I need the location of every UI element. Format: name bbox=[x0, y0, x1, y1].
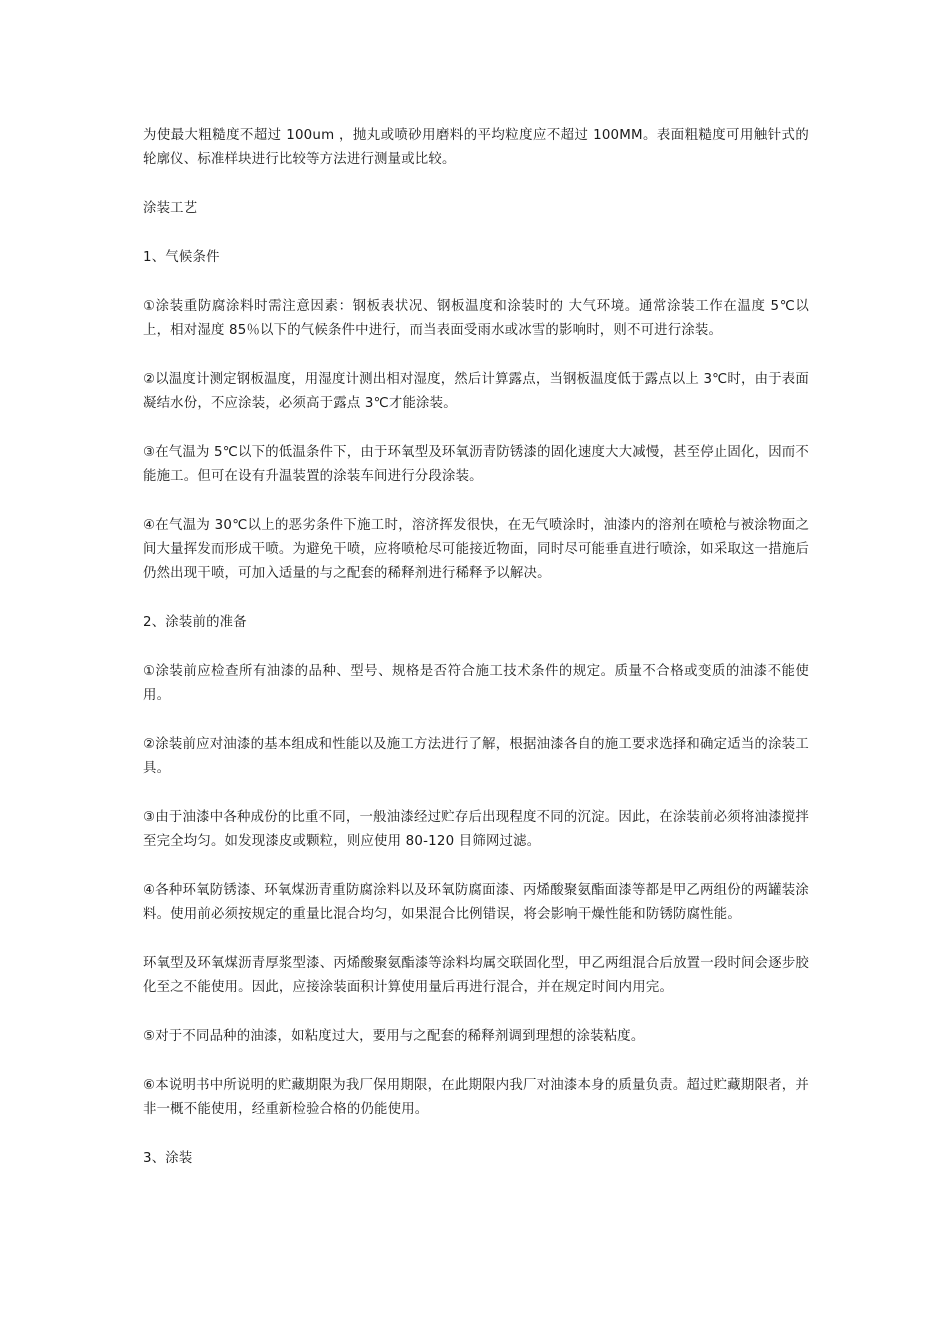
paragraph-prep-6: ⑥本说明书中所说明的贮藏期限为我厂保用期限，在此期限内我厂对油漆本身的质量负责。超过贮藏期限者，并非一概不能使用，经重新检验合格的仍能使用。 bbox=[143, 1078, 809, 1117]
paragraph-prep-4: ④各种环氧防锈漆、环氧煤沥青重防腐涂料以及环氧防腐面漆、丙烯酸聚氨酯面漆等都是甲乙两组份的两罐装涂料。使用前必须按规定的重量比混合均匀，如果混合比例错误，将会影响干燥性能和防锈防腐性能。 bbox=[143, 883, 809, 922]
paragraph-climate-1: ①涂装重防腐涂料时需注意因素：钢板表状况、钢板温度和涂装时的 大气环境。通常涂装工作在温度 5℃以上，相对湿度 85％以下的气候条件中进行，而当表面受雨水或冰雪的影响时，则不可进行涂装。 bbox=[143, 299, 809, 338]
heading-preparation: 2、涂装前的准备 bbox=[143, 615, 247, 630]
paragraph-climate-2: ②以温度计测定钢板温度，用湿度计测出相对湿度，然后计算露点，当钢板温度低于露点以上 3℃时，由于表面凝结水份，不应涂装，必须高于露点 3℃才能涂装。 bbox=[143, 372, 809, 411]
heading-climate-conditions: 1、气候条件 bbox=[143, 250, 220, 265]
heading-coating: 3、涂装 bbox=[143, 1151, 193, 1166]
paragraph-prep-1: ①涂装前应检查所有油漆的品种、型号、规格是否符合施工技术条件的规定。质量不合格或变质的油漆不能使用。 bbox=[143, 664, 809, 703]
paragraph-prep-4b: 环氧型及环氧煤沥青厚浆型漆、丙烯酸聚氨酯漆等涂料均属交联固化型，甲乙两组混合后放置一段时间会逐步胶化至之不能使用。因此，应接涂装面积计算使用量后再进行混合，并在规定时间内用完。 bbox=[143, 956, 809, 995]
paragraph-climate-4: ④在气温为 30℃以上的恶劣条件下施工时，溶济挥发很快，在无气喷涂时，油漆内的溶剂在喷枪与被涂物面之间大量挥发而形成干喷。为避免干喷，应将喷枪尽可能接近物面，同时尽可能垂直进行喷涂，如采取这一措施后仍然出现干喷，可加入适量的与之配套的稀释剂进行稀释予以解决。 bbox=[143, 518, 809, 581]
paragraph-prep-5: ⑤对于不同品种的油漆，如粘度过大，要用与之配套的稀释剂调到理想的涂装粘度。 bbox=[143, 1029, 645, 1044]
paragraph-climate-3: ③在气温为 5℃以下的低温条件下，由于环氧型及环氧沥青防锈漆的固化速度大大减慢，甚至停止固化，因而不能施工。但可在设有升温装置的涂装车间进行分段涂装。 bbox=[143, 445, 809, 484]
paragraph-prep-2: ②涂装前应对油漆的基本组成和性能以及施工方法进行了解，根据油漆各自的施工要求选择和确定适当的涂装工具。 bbox=[143, 737, 809, 776]
heading-coating-process: 涂装工艺 bbox=[143, 201, 198, 216]
paragraph-roughness: 为使最大粗糙度不超过 100um ，抛丸或喷砂用磨料的平均粒度应不超过 100MM。表面粗糙度可用触针式的轮廓仪、标准样块进行比较等方法进行测量或比较。 bbox=[143, 128, 809, 167]
document-body bbox=[143, 124, 809, 1196]
paragraph-prep-3: ③由于油漆中各种成份的比重不同，一般油漆经过贮存后出现程度不同的沉淀。因此，在涂装前必须将油漆搅拌至完全均匀。如发现漆皮或颗粒，则应使用 80-120 目筛网过滤。 bbox=[143, 810, 809, 849]
